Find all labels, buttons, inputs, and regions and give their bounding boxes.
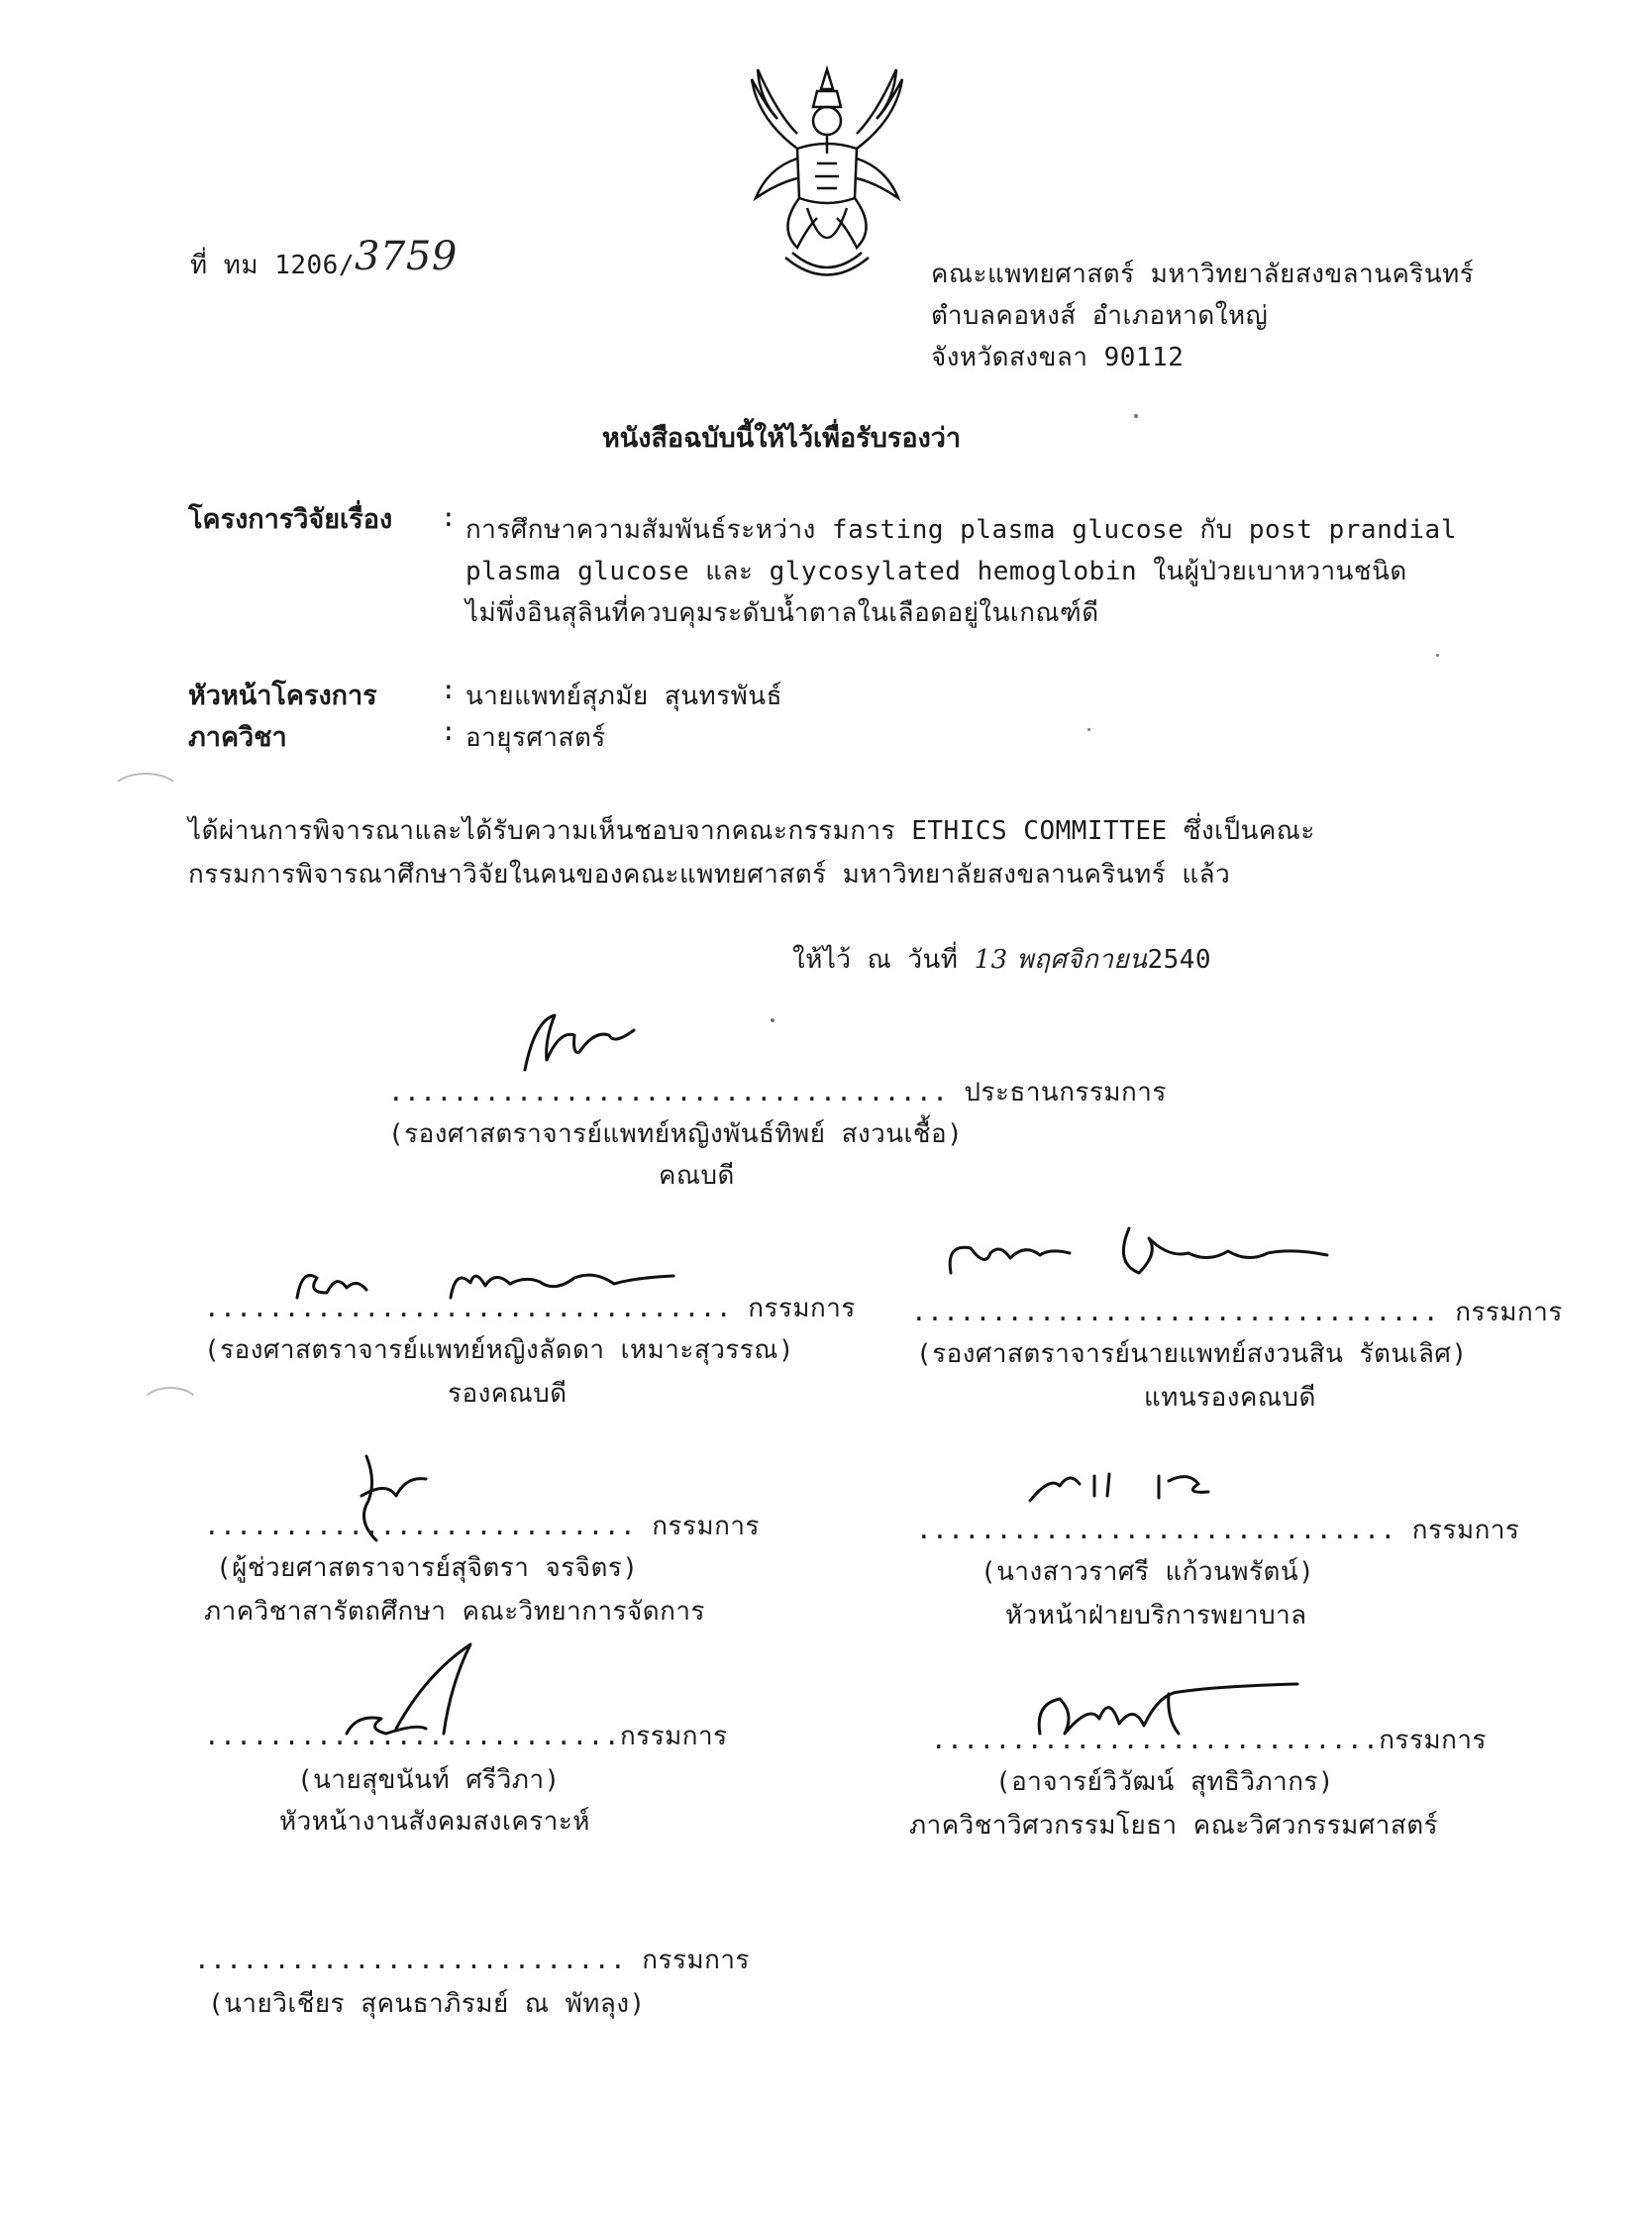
address-line-3: จังหวัดสงขลา 90112 [931,343,1185,372]
scan-speck [1134,414,1138,418]
signatory-7-name: (นายวิเชียร สุคนธาภิรมย์ ณ พัทลุง) [208,1989,646,2019]
reference-handwritten: 3759 [355,234,458,279]
signatory-3-name: (ผู้ช่วยศาสตราจารย์สุจิตรา จรจิตร) [216,1553,639,1583]
signatory-5-position: หัวหน้างานสังคมสงเคราะห์ [279,1807,590,1837]
scan-artifact [109,773,182,816]
scan-artifact [139,1387,202,1430]
signatory-1-position: รองคณบดี [448,1379,568,1409]
statement-line-2: กรรมการพิจารณาศึกษาวิจัยในคนของคณะแพทยศาสตร์ มหาวิทยาลัยสงขลานครินทร์ แล้ว [188,860,1231,890]
signatory-6-name: (อาจารย์วิวัฒน์ สุทธิวิภากร) [995,1767,1335,1797]
signatory-7-dots: ........................... [194,1946,627,1975]
signatory-2-name: (รองศาสตราจารย์นายแพทย์สงวนสิน รัตนเลิศ) [916,1339,1468,1369]
signatory-chair-dots: ................................... [388,1078,949,1107]
signatory-chair-line [388,1072,1167,1112]
address-line-2: ตำบลคอหงส์ อำเภอหาดใหญ่ [931,301,1269,331]
signatory-5-dots: .......................... [204,1722,620,1751]
given-prefix: ให้ไว้ ณ วันที่ [792,945,959,975]
signatory-5-line [204,1716,728,1756]
signatory-6-dots: ............................ [931,1726,1380,1755]
signatory-4-position: หัวหน้าฝ่ายบริการพยาบาล [1005,1601,1307,1631]
signatory-chair-name: (รองศาสตราจารย์แพทย์หญิงพันธ์ทิพย์ สงวนเชื้อ) [388,1119,964,1149]
signatory-2-role: กรรมการ [1455,1298,1563,1327]
signatory-6-line [931,1720,1487,1760]
signatory-3-role: กรรมการ [652,1512,760,1541]
signatory-2-position: แทนรองคณบดี [1144,1383,1316,1413]
scan-speck [1436,654,1439,657]
scan-speck [771,1018,774,1022]
signatory-1-role: กรรมการ [748,1294,856,1323]
dept-value: อายุรศาสตร์ [465,723,606,753]
signatory-1-name: (รองศาสตราจารย์แพทย์หญิงลัดดา เหมาะสุวรรณ) [204,1335,794,1365]
head-label: หัวหน้าโครงการ [188,681,377,711]
address-line-1: คณะแพทยศาสตร์ มหาวิทยาลัยสงขลานครินทร์ [931,260,1475,289]
garuda-emblem-icon [738,59,916,287]
project-title-line-3: ไม่พึ่งอินสุลินที่ควบคุมระดับน้ำตาลในเลือดอยู่ในเกณฑ์ดี [465,598,1099,628]
dept-colon: : [441,717,458,747]
signatory-7-role: กรรมการ [642,1946,750,1975]
head-colon: : [441,676,458,705]
signatory-5-role: กรรมการ [620,1722,728,1751]
signatory-3-dots: ........................... [204,1512,637,1541]
signatory-1-dots: ................................. [204,1294,733,1323]
project-label: โครงการวิจัยเรื่อง [188,504,393,535]
given-date [792,939,1211,980]
given-handwritten-date: 13 พฤศจิกายน [974,945,1148,975]
statement-line-1: ได้ผ่านการพิจารณาและได้รับความเห็นชอบจากคณะกรรมการ ETHICS COMMITTEE ซึ่งเป็นคณะ [188,816,1315,846]
reference-number [190,234,458,285]
given-year: 2540 [1147,945,1212,975]
signatory-2-line [911,1292,1563,1332]
signatory-3-position: ภาควิชาสารัตถศึกษา คณะวิทยาการจัดการ [204,1597,705,1627]
reference-prefix: ที่ ทม 1206/ [190,251,355,280]
signatory-chair-role: ประธานกรรมการ [964,1078,1167,1107]
head-value: นายแพทย์สุภมัย สุนทรพันธ์ [465,682,782,711]
signatory-4-role: กรรมการ [1411,1516,1520,1545]
signatory-4-dots: .............................. [916,1516,1396,1545]
scan-speck [1087,728,1090,731]
signatory-4-name: (นางสาวราศรี แก้วนพรัตน์) [981,1557,1315,1587]
signatory-chair-position: คณบดี [659,1161,735,1191]
signatory-3-line [204,1506,760,1546]
project-title-line-2: plasma glucose และ glycosylated hemoglobin ในผู้ป่วยเบาหวานชนิด [465,557,1407,586]
document-title: หนังสือฉบับนี้ให้ไว้เพื่อรับรองว่า [602,423,962,454]
signatory-7-line [194,1940,750,1980]
signatory-4-line [916,1510,1519,1550]
signatory-2-signature [931,1213,1347,1303]
signatory-1-line [204,1288,856,1328]
signatory-2-dots: ................................. [911,1298,1440,1327]
signatory-6-role: กรรมการ [1379,1726,1487,1755]
signatory-6-position: ภาควิชาวิศวกรรมโยธา คณะวิศวกรรมศาสตร์ [909,1811,1439,1841]
project-title-line-1: การศึกษาความสัมพันธ์ระหว่าง fasting plasma glucose กับ post prandial [465,515,1457,545]
dept-label: ภาควิชา [188,722,287,753]
signatory-5-name: (นายสุขนันท์ ศรีวิภา) [297,1765,561,1795]
signatory-4-signature [1020,1456,1238,1516]
chair-signature [485,1001,654,1080]
project-colon: : [441,503,458,533]
